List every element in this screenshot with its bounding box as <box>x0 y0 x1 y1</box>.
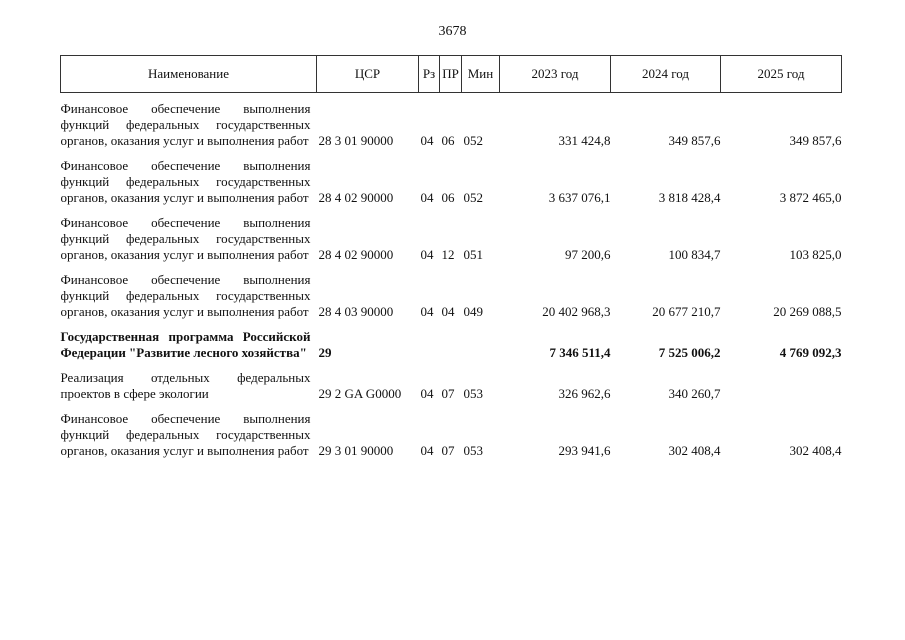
cell-csr: 28 4 02 90000 <box>318 190 394 205</box>
cell-pr: 07 <box>441 443 455 458</box>
cell-name: Финансовое обеспечение выполнения функций федеральных государственных органов, оказания услуг и выполнения работ <box>60 101 311 148</box>
table-header-row <box>61 56 842 93</box>
cell-rz: 04 <box>420 443 434 458</box>
cell-min: 049 <box>463 304 483 319</box>
table-row <box>61 370 842 411</box>
cell-pr: 06 <box>441 133 455 148</box>
table-row <box>61 215 842 272</box>
table-row <box>61 93 842 159</box>
cell-2024: 100 834,7 <box>668 247 721 262</box>
header-pr: ПР <box>440 56 462 93</box>
cell-rz: 04 <box>420 133 434 148</box>
cell-csr: 29 <box>318 345 332 360</box>
page-number: 3678 <box>438 24 467 39</box>
cell-2024: 349 857,6 <box>668 133 721 148</box>
cell-2025: 103 825,0 <box>789 247 842 262</box>
cell-2023: 97 200,6 <box>565 247 611 262</box>
cell-rz: 04 <box>420 386 434 401</box>
cell-2025 <box>721 370 842 411</box>
cell-name: Финансовое обеспечение выполнения функций федеральных государственных органов, оказания услуг и выполнения работ <box>60 411 311 458</box>
header-name: Наименование <box>61 56 317 93</box>
cell-2025: 302 408,4 <box>789 443 842 458</box>
cell-2023: 293 941,6 <box>558 443 611 458</box>
cell-pr: 06 <box>441 190 455 205</box>
table-row <box>61 158 842 215</box>
cell-min: 052 <box>463 133 483 148</box>
cell-name: Финансовое обеспечение выполнения функций федеральных государственных органов, оказания услуг и выполнения работ <box>60 272 311 319</box>
cell-2023: 326 962,6 <box>558 386 611 401</box>
cell-pr: 12 <box>441 247 455 262</box>
cell-2024: 20 677 210,7 <box>652 304 721 319</box>
cell-2025: 4 769 092,3 <box>779 345 842 360</box>
table-body <box>61 93 842 469</box>
cell-2023: 3 637 076,1 <box>548 190 611 205</box>
cell-2025: 349 857,6 <box>789 133 842 148</box>
cell-min: 052 <box>463 190 483 205</box>
cell-csr: 29 2 GA G0000 <box>318 386 402 401</box>
cell-pr: 04 <box>441 304 455 319</box>
cell-min: 053 <box>463 443 483 458</box>
cell-csr: 29 3 01 90000 <box>318 443 394 458</box>
cell-2024: 3 818 428,4 <box>658 190 721 205</box>
cell-min: 053 <box>463 386 483 401</box>
cell-2024: 7 525 006,2 <box>658 345 721 360</box>
header-min: Мин <box>462 56 500 93</box>
cell-csr: 28 3 01 90000 <box>318 133 394 148</box>
cell-name: Государственная программа Российской Федерации "Развитие лесного хозяйства" <box>60 329 311 360</box>
header-2025: 2025 год <box>721 56 842 93</box>
cell-pr <box>440 329 462 370</box>
cell-rz: 04 <box>420 247 434 262</box>
header-csr: ЦСР <box>317 56 419 93</box>
table-row <box>61 329 842 370</box>
cell-2025: 3 872 465,0 <box>779 190 842 205</box>
header-2024: 2024 год <box>611 56 721 93</box>
cell-2024: 340 260,7 <box>668 386 721 401</box>
cell-name: Реализация отдельных федеральных проектов в сфере экологии <box>60 370 311 401</box>
cell-rz <box>419 329 440 370</box>
table-row <box>61 272 842 329</box>
cell-rz: 04 <box>420 190 434 205</box>
cell-min: 051 <box>463 247 483 262</box>
cell-pr: 07 <box>441 386 455 401</box>
header-2023: 2023 год <box>500 56 611 93</box>
cell-2023: 331 424,8 <box>558 133 611 148</box>
budget-table <box>60 55 842 468</box>
cell-rz: 04 <box>420 304 434 319</box>
cell-csr: 28 4 02 90000 <box>318 247 394 262</box>
cell-2023: 7 346 511,4 <box>549 345 611 360</box>
cell-2023: 20 402 968,3 <box>542 304 611 319</box>
cell-name: Финансовое обеспечение выполнения функций федеральных государственных органов, оказания услуг и выполнения работ <box>60 215 311 262</box>
cell-2025: 20 269 088,5 <box>773 304 842 319</box>
cell-min <box>462 329 500 370</box>
table-row <box>61 411 842 468</box>
header-rz: Рз <box>419 56 440 93</box>
cell-name: Финансовое обеспечение выполнения функций федеральных государственных органов, оказания услуг и выполнения работ <box>60 158 311 205</box>
cell-2024: 302 408,4 <box>668 443 721 458</box>
cell-csr: 28 4 03 90000 <box>318 304 394 319</box>
